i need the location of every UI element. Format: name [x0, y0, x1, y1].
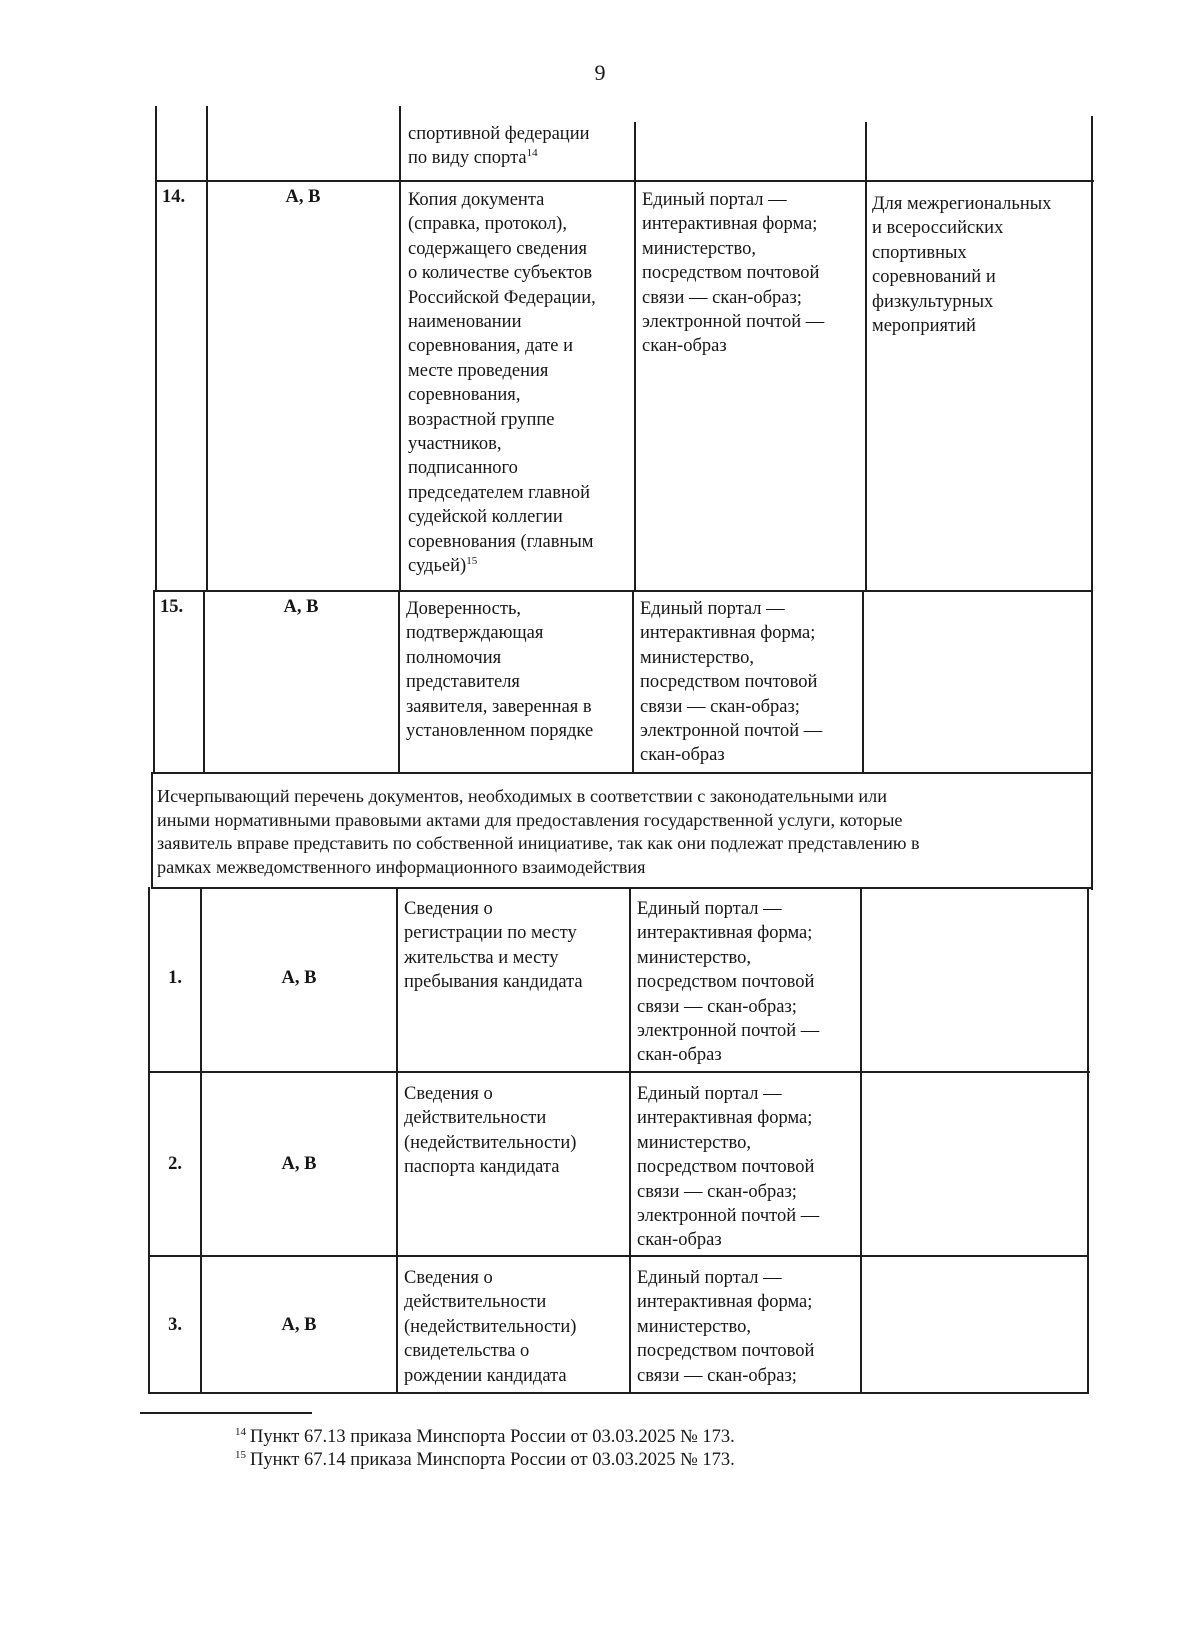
- footnote-separator: [140, 1412, 312, 1414]
- table-rule: [206, 106, 208, 592]
- page-number: 9: [594, 60, 606, 85]
- footnote-number: 15: [235, 1449, 246, 1461]
- footnote-text: Пункт 67.14 приказа Минспорта России от 03.03.2025 № 173.: [250, 1450, 735, 1470]
- footnote-number: 14: [235, 1426, 246, 1438]
- table-rule: [1087, 887, 1089, 1394]
- table-cell-document: Доверенность, подтверждающая полномочия представителя заявителя, заверенная в установленном порядке: [406, 599, 594, 742]
- table-cell-note: Для межрегиональных и всероссийских спортивных соревнований и физкультурных мероприятий: [872, 194, 1052, 337]
- table-cell-codes: А, В: [281, 1154, 317, 1174]
- table-cell-channel: Единый портал — интерактивная форма; министерство, посредством почтовой связи — скан-образ; электронной почтой — скан-образ: [640, 599, 823, 766]
- footnote-ref: 15: [466, 555, 478, 568]
- table-rule: [860, 887, 862, 1394]
- table-cell-number: 3.: [168, 1315, 182, 1335]
- table-cell-channel: Единый портал — интерактивная форма; министерство, посредством почтовой связи — скан-образ; электронной почтой — скан-образ: [642, 190, 825, 357]
- table-rule: [632, 590, 634, 774]
- table-rule: [150, 1071, 1090, 1073]
- table-rule: [153, 590, 1091, 592]
- table-rule: [634, 122, 636, 592]
- table-cell-channel: Единый портал — интерактивная форма; министерство, посредством почтовой связи — скан-образ;: [637, 1268, 815, 1386]
- table-cell-number: 1.: [168, 968, 182, 988]
- table-cell-codes: А, В: [283, 597, 319, 617]
- section-header: Исчерпывающий перечень документов, необходимых в соответствии с законодательными или иными нормативными правовыми актами для предоставления государственной услуги, которые заявитель вправе представить по собственной инициативе, так как они подлежат представлению в рамках межведомственного информационного взаимодействия: [157, 786, 920, 877]
- table-cell-document: Сведения о действительности (недействительности) паспорта кандидата: [404, 1084, 577, 1178]
- table-cell-codes: А, В: [281, 968, 317, 988]
- table-rule: [396, 887, 398, 1394]
- table-rule: [153, 590, 155, 774]
- footnote-text: Пункт 67.13 приказа Минспорта России от 03.03.2025 № 173.: [250, 1427, 735, 1447]
- table-rule: [151, 887, 1091, 889]
- table-cell-number: 15.: [160, 597, 184, 617]
- table-cell-number: 14.: [162, 187, 186, 207]
- table-cell-document: Копия документа (справка, протокол), содержащего сведения о количестве субъектов Российской Федерации, наименовании соревнования, дате и месте проведения соревнования, возрастной группе участников, подписанного председателем главной судейской коллегии соревнования (главным судьей)$^{15}$: [408, 190, 596, 577]
- table-rule: [156, 180, 1094, 182]
- table-cell-codes: А, В: [285, 187, 321, 207]
- footnote-ref: 14: [526, 147, 538, 160]
- table-cell-number: 2.: [168, 1154, 182, 1174]
- table-rule: [398, 590, 400, 774]
- table-rule: [862, 590, 864, 774]
- table-rule: [865, 122, 867, 592]
- table-cell-channel: Единый портал — интерактивная форма; министерство, посредством почтовой связи — скан-образ; электронной почтой — скан-образ: [637, 899, 820, 1066]
- table-rule: [399, 106, 401, 592]
- table-rule: [1091, 116, 1093, 890]
- table-cell-codes: А, В: [281, 1315, 317, 1335]
- table-cell-document: спортивной федерации по виду спорта$^{14}$: [408, 124, 590, 169]
- table-cell-document: Сведения о регистрации по месту жительства и месту пребывания кандидата: [404, 899, 583, 993]
- table-rule: [155, 106, 157, 592]
- table-cell-document: Сведения о действительности (недействительности) свидетельства о рождении кандидата: [404, 1268, 577, 1386]
- footnote: [235, 1448, 735, 1472]
- table-cell-channel: Единый портал — интерактивная форма; министерство, посредством почтовой связи — скан-образ; электронной почтой — скан-образ: [637, 1084, 820, 1251]
- table-rule: [149, 1255, 1089, 1257]
- footnote: [235, 1425, 735, 1449]
- table-rule: [148, 1392, 1088, 1394]
- table-rule: [152, 772, 1091, 774]
- table-rule: [151, 772, 153, 889]
